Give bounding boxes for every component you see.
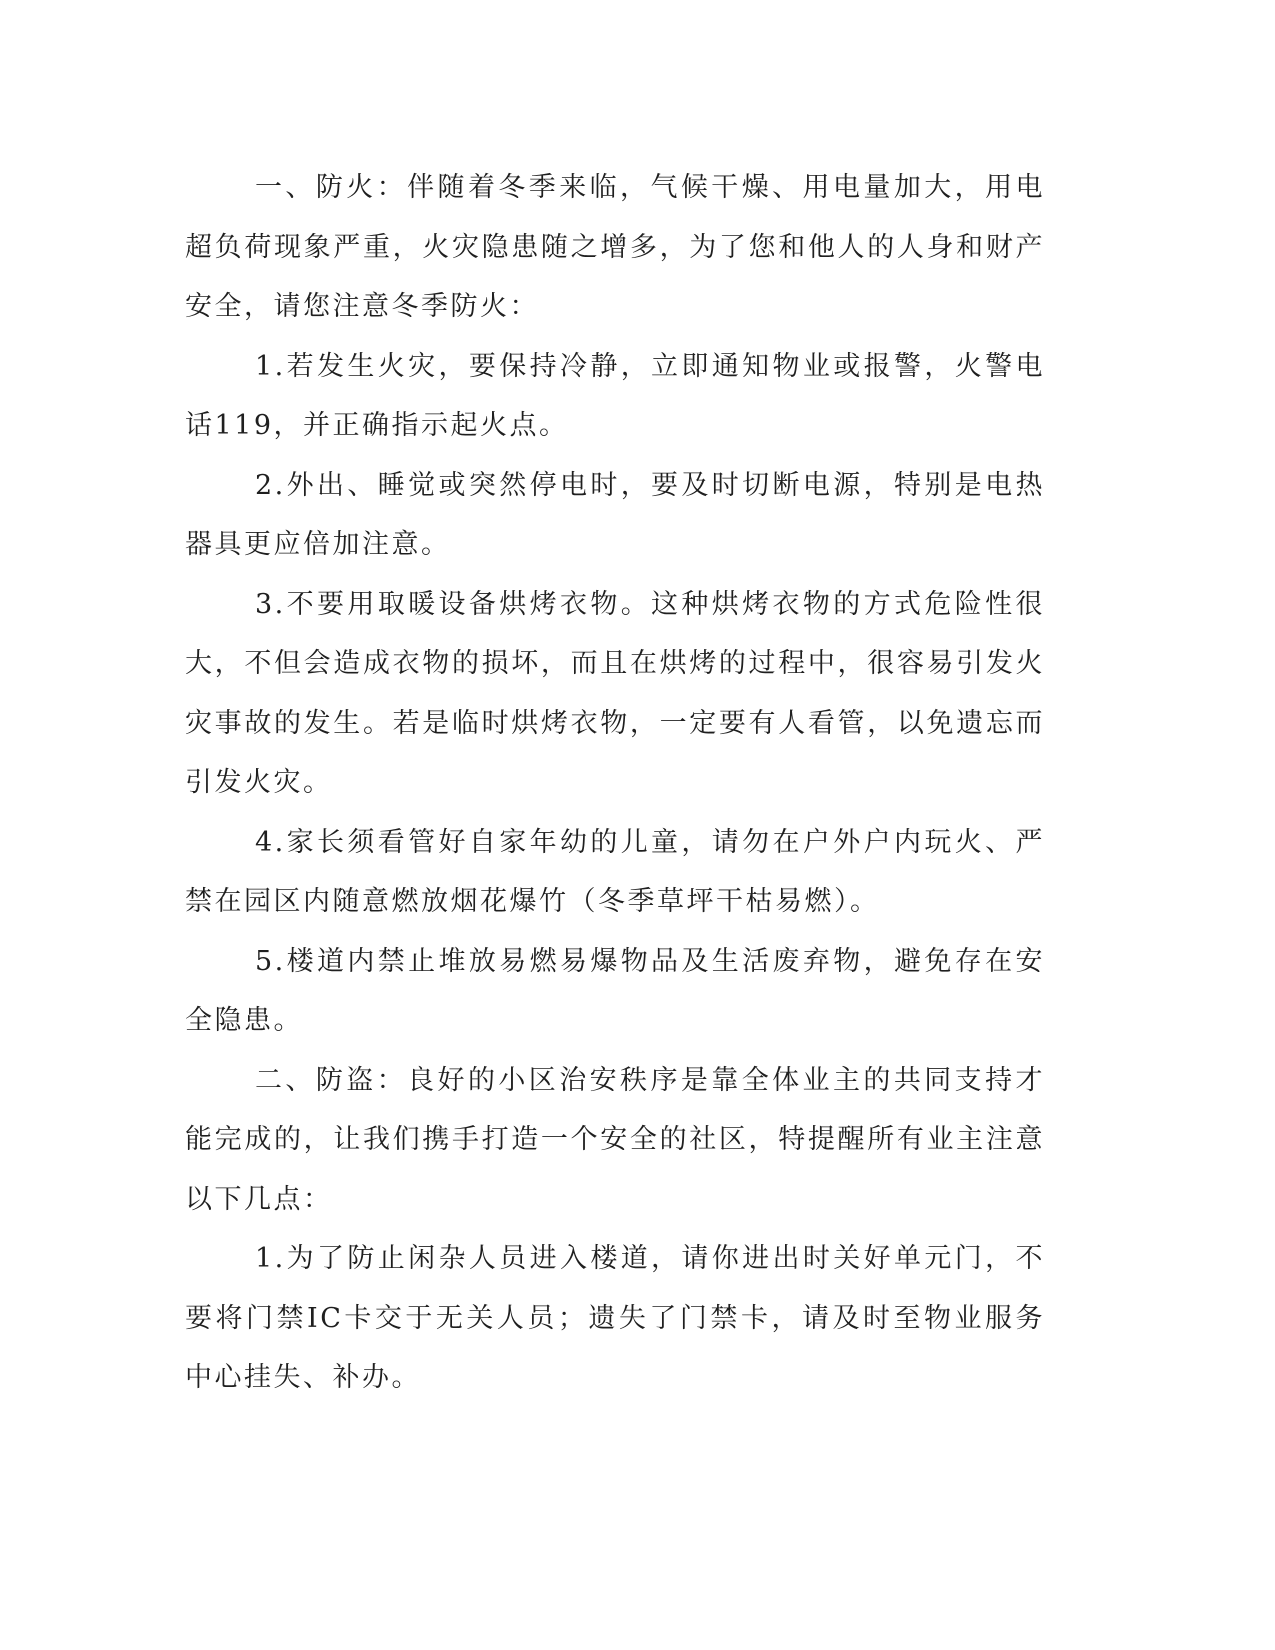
paragraph-fire-item-4: 4.家长须看管好自家年幼的儿童，请勿在户外户内玩火、严禁在园区内随意燃放烟花爆竹（冬季草坪干枯易燃）。: [185, 826, 1045, 917]
paragraph-fire-item-3: 3.不要用取暖设备烘烤衣物。这种烘烤衣物的方式危险性很大，不但会造成衣物的损坏，而且在烘烤的过程中，很容易引发火灾事故的发生。若是临时烘烤衣物，一定要有人看管，以免遗忘而引发火灾。: [185, 588, 1045, 798]
paragraph-fire-prevention-intro: 一、防火：伴随着冬季来临，气候干燥、用电量加大，用电超负荷现象严重，火灾隐患随之增多，为了您和他人的人身和财产安全，请您注意冬季防火：: [185, 172, 1045, 322]
paragraph-fire-item-5: 5.楼道内禁止堆放易燃易爆物品及生活废弃物，避免存在安全隐患。: [185, 945, 1045, 1036]
paragraph-fire-item-2: 2.外出、睡觉或突然停电时，要及时切断电源，特别是电热器具更应倍加注意。: [185, 469, 1045, 560]
document-body: [185, 158, 1045, 1408]
paragraph-fire-item-1: 1.若发生火灾，要保持冷静，立即通知物业或报警，火警电话119，并正确指示起火点。: [185, 350, 1045, 441]
paragraph-theft-prevention-intro: 二、防盗：良好的小区治安秩序是靠全体业主的共同支持才能完成的，让我们携手打造一个安全的社区，特提醒所有业主注意以下几点：: [185, 1064, 1045, 1215]
paragraph-theft-item-1: 1.为了防止闲杂人员进入楼道，请你进出时关好单元门，不要将门禁IC卡交于无关人员；遗失了门禁卡，请及时至物业服务中心挂失、补办。: [185, 1243, 1045, 1393]
